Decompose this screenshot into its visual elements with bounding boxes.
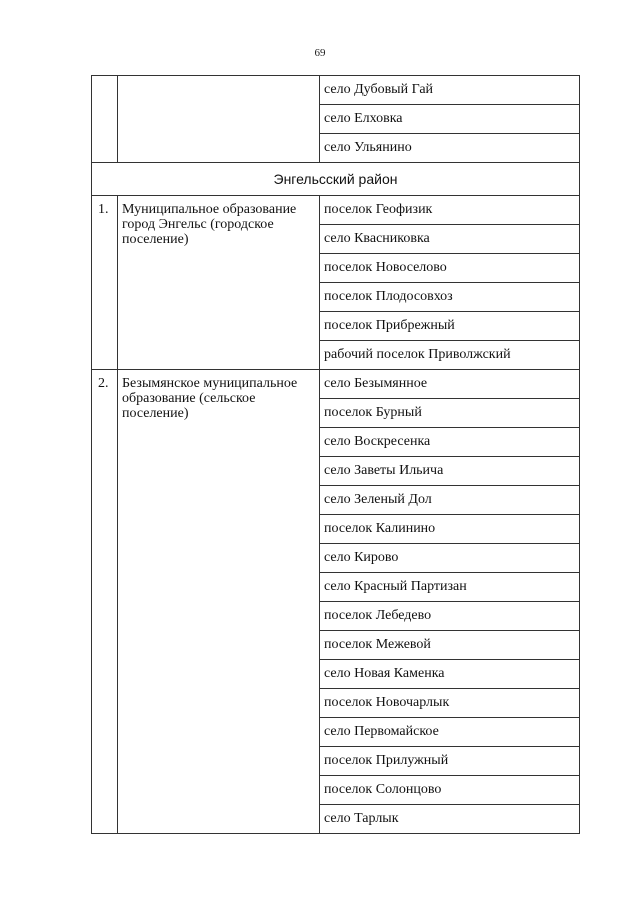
settlement-cell: поселок Прибрежный (320, 312, 580, 341)
municipality-name: Муниципальное образование город Энгельс (городское поселение) (118, 196, 320, 370)
settlement-cell: село Ульянино (320, 134, 580, 163)
settlement-cell: село Новая Каменка (320, 660, 580, 689)
settlement-cell: поселок Солонцово (320, 776, 580, 805)
settlement-cell: поселок Прилужный (320, 747, 580, 776)
settlement-cell: рабочий поселок Приволжский (320, 341, 580, 370)
settlement-cell: село Кирово (320, 544, 580, 573)
district-row (92, 163, 580, 196)
settlement-cell: село Заветы Ильича (320, 457, 580, 486)
municipality-name: Безымянское муниципальное образование (сельское поселение) (118, 370, 320, 834)
settlement-cell: поселок Геофизик (320, 196, 580, 225)
settlement-cell: село Первомайское (320, 718, 580, 747)
settlements-table (91, 75, 580, 834)
municipality-number: 2. (92, 370, 118, 834)
settlement-cell: село Елховка (320, 105, 580, 134)
settlement-cell: поселок Бурный (320, 399, 580, 428)
settlement-cell: поселок Лебедево (320, 602, 580, 631)
settlement-cell: село Тарлык (320, 805, 580, 834)
settlement-cell: село Воскресенка (320, 428, 580, 457)
settlement-cell: поселок Межевой (320, 631, 580, 660)
table-row (92, 370, 580, 399)
settlement-cell: поселок Новочарлык (320, 689, 580, 718)
settlement-cell: село Квасниковка (320, 225, 580, 254)
settlement-cell: поселок Калинино (320, 515, 580, 544)
number-cell (92, 76, 118, 163)
table-row (92, 196, 580, 225)
settlement-cell: село Зеленый Дол (320, 486, 580, 515)
settlement-cell: поселок Плодосовхоз (320, 283, 580, 312)
municipality-number: 1. (92, 196, 118, 370)
district-title: Энгельсский район (92, 163, 580, 196)
settlement-cell: село Красный Партизан (320, 573, 580, 602)
table-row (92, 76, 580, 105)
settlement-cell: село Дубовый Гай (320, 76, 580, 105)
settlement-cell: поселок Новоселово (320, 254, 580, 283)
page-number: 69 (314, 47, 326, 59)
settlement-cell: село Безымянное (320, 370, 580, 399)
municipality-cell (118, 76, 320, 163)
